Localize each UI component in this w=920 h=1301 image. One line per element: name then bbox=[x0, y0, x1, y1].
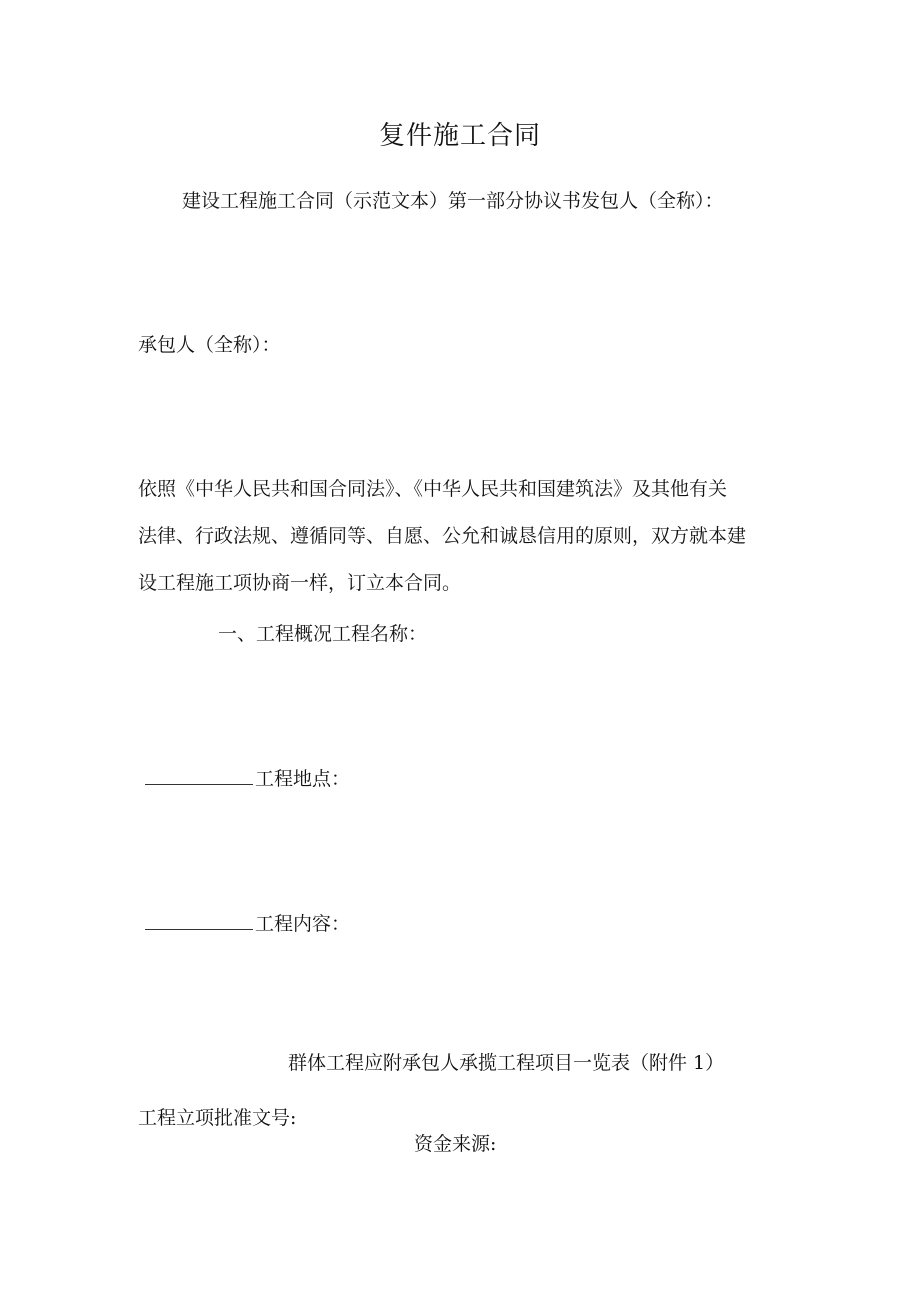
funding-source-label: 资金来源: bbox=[414, 1133, 497, 1155]
contractor-label: 承包人（全称）： bbox=[138, 334, 281, 356]
preamble-line-3: 设工程施工项协商一样，订立本合同。 bbox=[138, 572, 462, 594]
location-blank-line bbox=[145, 764, 253, 785]
location-row bbox=[145, 764, 350, 791]
document-subtitle: 建设工程施工合同（示范文本）第一部分协议书发包人（全称）： bbox=[182, 190, 724, 212]
preamble-line-2: 法律、行政法规、遵循同等、自愿、公允和诚恳信用的原则，双方就本建 bbox=[138, 525, 747, 547]
approval-number-label: 工程立项批准文号: bbox=[138, 1107, 297, 1129]
preamble-line-1: 依照《中华人民共和国合同法》、《中华人民共和国建筑法》及其他有关 bbox=[138, 478, 728, 500]
content-blank-line bbox=[145, 909, 253, 930]
overview-heading: 一、工程概况工程名称： bbox=[218, 623, 428, 645]
appendix-note: 群体工程应附承包人承揽工程项目一览表（附件 1） bbox=[288, 1052, 725, 1074]
content-row bbox=[145, 909, 350, 936]
document-title: 复件施工合同 bbox=[378, 121, 541, 151]
location-label: 工程地点： bbox=[255, 768, 351, 790]
content-label: 工程内容： bbox=[255, 913, 351, 935]
